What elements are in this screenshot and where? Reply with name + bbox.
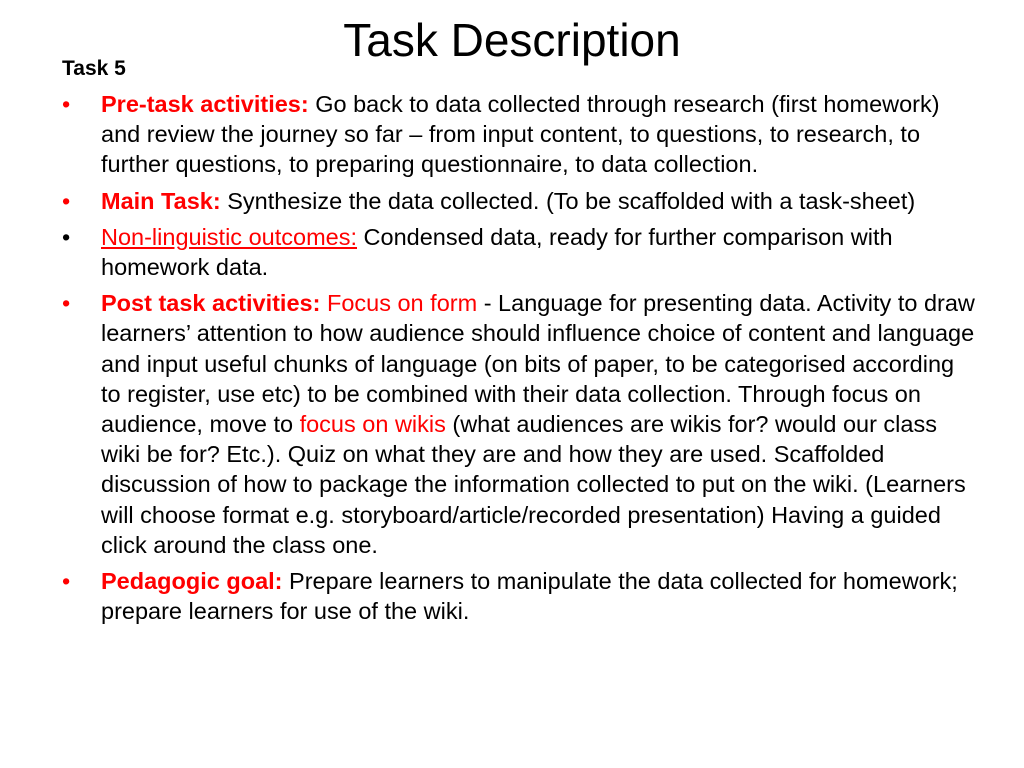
slide-title: Task Description	[343, 14, 681, 66]
post-task-text-1: - Language for presenting data. Activity to draw learners’ attention to how audience should influence choice of content and language and input useful chunks of language (on bits of paper, to be categorised according to register, use etc) to be combined with their data collection. Through focus on audience, move to	[101, 290, 975, 438]
focus-on-form-text: Focus on form	[326, 290, 478, 317]
pedagogic-goal-text: Prepare learners to manipulate the data collected for homework; prepare learners for use of the wiki.	[101, 568, 958, 625]
bullet-pedagogic-goal	[62, 566, 977, 626]
bullet-marker: •	[62, 568, 71, 595]
pre-task-heading: Pre-task activities:	[101, 91, 309, 117]
bullet-main-task	[62, 186, 977, 216]
bullet-marker: •	[62, 223, 71, 250]
pedagogic-goal-heading: Pedagogic goal:	[101, 568, 283, 595]
main-task-heading: Main Task:	[101, 187, 221, 214]
bullet-post-task	[62, 288, 977, 560]
bullet-marker: •	[62, 91, 71, 117]
post-task-text-2: (what audiences are wikis for? would our class wiki be for? Etc.). Quiz on what they are and how they are used. Scaffolded discussion of how to package the information collected to put on the wiki. (Learners will choose format e.g. storyboard/article/recorded presentation) Having a guided click around the class one.	[101, 411, 966, 558]
focus-on-wikis-text: focus on wikis	[299, 411, 446, 438]
non-linguistic-text: Condensed data, ready for further comparison with homework data.	[101, 223, 893, 281]
post-task-heading: Post task activities:	[101, 290, 321, 317]
bullet-list	[62, 89, 977, 632]
bullet-marker: •	[62, 290, 71, 317]
main-task-text: Synthesize the data collected. (To be scaffolded with a task-sheet)	[220, 187, 916, 214]
bullet-marker: •	[62, 187, 71, 214]
bullet-pre-task	[62, 89, 977, 180]
pre-task-text: Go back to data collected through research (first homework) and review the journey so far – from input content, to questions, to research, to further questions, to preparing questionnaire, to data collection.	[101, 91, 940, 178]
bullet-non-linguistic	[62, 222, 977, 282]
non-linguistic-heading[interactable]: Non-linguistic outcomes:	[101, 223, 357, 250]
task-label: Task 5	[62, 57, 126, 80]
